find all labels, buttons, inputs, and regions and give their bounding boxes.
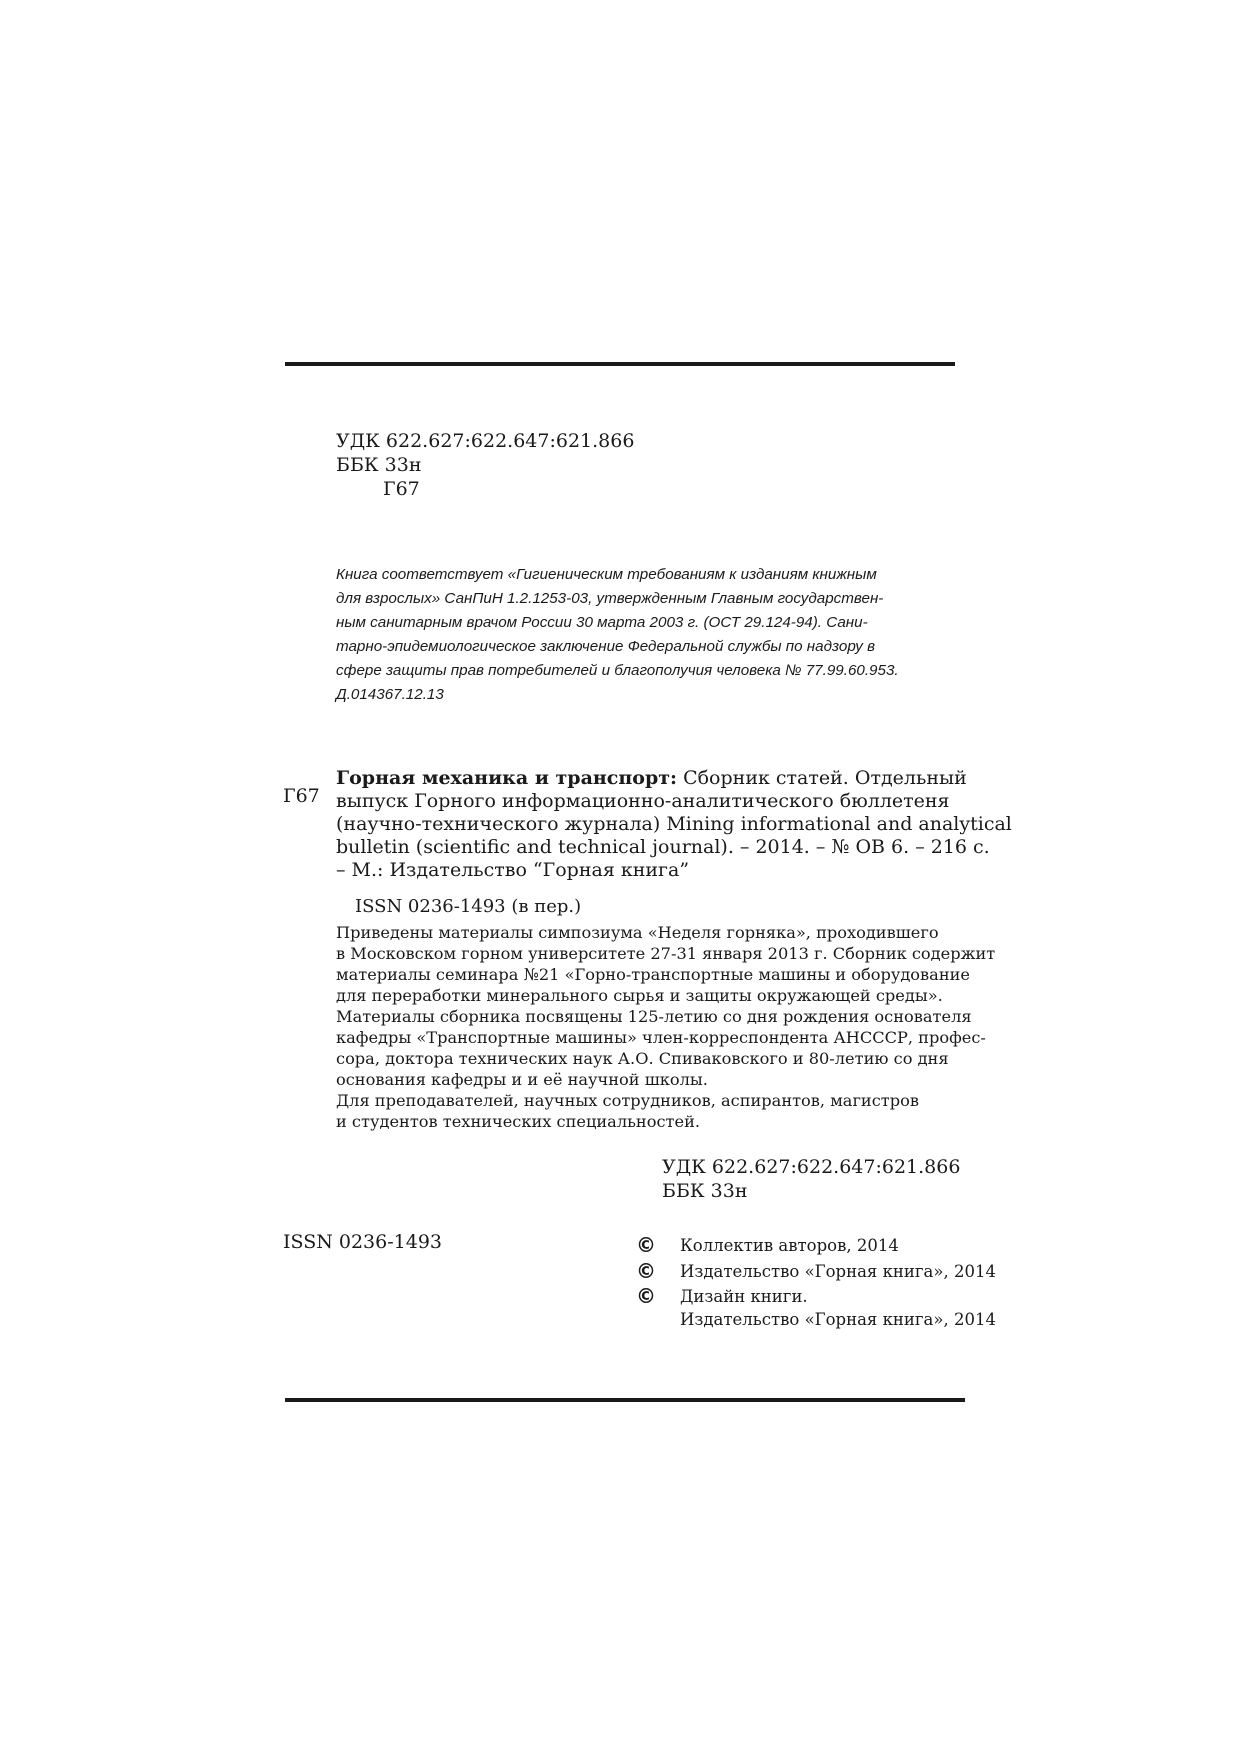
copyright-icon: © xyxy=(636,1233,656,1257)
bottom-rule xyxy=(285,1398,965,1402)
annotation-line: материалы семинара №21 «Горно-транспортные машины и оборудование xyxy=(336,965,970,984)
annotation-line: основания кафедры и и её научной школы. xyxy=(336,1070,708,1089)
copyright-icon: © xyxy=(636,1284,656,1308)
hygiene-line: Книга соответствует «Гигиеническим требованиям к изданиям книжным xyxy=(336,566,877,583)
annotation-line: Приведены материалы симпозиума «Неделя горняка», проходившего xyxy=(336,923,939,942)
author-sign: Г67 xyxy=(383,478,420,500)
copyright-text: Коллектив авторов, 2014 xyxy=(680,1236,899,1255)
footer-bbk-code: ББК 33н xyxy=(662,1180,748,1202)
hygiene-line: ным санитарным врачом России 30 марта 2003 г. (ОСТ 29.124-94). Сани- xyxy=(336,614,868,631)
issn-binding: ISSN 0236-1493 (в пер.) xyxy=(355,896,582,917)
annotation xyxy=(336,922,996,1132)
issn-left: ISSN 0236-1493 xyxy=(283,1231,442,1253)
hygiene-line: сфере защиты прав потребителей и благополучия человека № 77.99.60.953. xyxy=(336,662,899,679)
annotation-line: сора, доктора технических наук А.О. Спиваковского и 80-летию со дня xyxy=(336,1049,949,1068)
copyright-text: Издательство «Горная книга», 2014 xyxy=(680,1262,996,1281)
annotation-line: Материалы сборника посвящены 125-летию со дня рождения основателя xyxy=(336,1007,972,1026)
book-title: Горная механика и транспорт: xyxy=(336,767,678,789)
side-author-sign: Г67 xyxy=(283,785,320,807)
bib-line: bulletin (scientific and technical journal). – 2014. – № ОВ 6. – 216 с. xyxy=(336,836,990,858)
bib-line: – М.: Издательство “Горная книга” xyxy=(336,859,690,881)
annotation-line: для переработки минерального сырья и защиты окружающей среды». xyxy=(336,986,943,1005)
hygiene-line: для взрослых» СанПиН 1.2.1253-03, утвержденным Главным государствен- xyxy=(336,590,884,607)
hygiene-line: тарно-эпидемиологическое заключение Федеральной службы по надзору в xyxy=(336,638,876,655)
annotation-line: Для преподавателей, научных сотрудников, аспирантов, магистров xyxy=(336,1091,919,1110)
top-rule xyxy=(285,362,955,366)
footer-udk-code: УДК 622.627:622.647:621.866 xyxy=(662,1156,961,1178)
annotation-line: в Московском горном университете 27-31 января 2013 г. Сборник содержит xyxy=(336,944,996,963)
bbk-code: ББК 33н xyxy=(336,454,422,476)
bib-line: выпуск Горного информационно-аналитического бюллетеня xyxy=(336,790,950,812)
copyright-icon: © xyxy=(636,1259,656,1283)
udk-code: УДК 622.627:622.647:621.866 xyxy=(336,430,635,452)
annotation-line: кафедры «Транспортные машины» член-корреспондента АНСССР, профес- xyxy=(336,1028,986,1047)
book-subtitle: Сборник статей. Отдельный xyxy=(677,767,967,789)
bib-line: (научно-технического журнала) Mining informational and analytical xyxy=(336,813,1012,835)
copyright-design-publisher: Издательство «Горная книга», 2014 xyxy=(680,1310,996,1329)
hygiene-notice xyxy=(336,563,966,707)
annotation-line: и студентов технических специальностей. xyxy=(336,1112,700,1131)
hygiene-line: Д.014367.12.13 xyxy=(336,686,444,703)
bibliographic-record xyxy=(336,767,1012,882)
copyright-text: Дизайн книги. xyxy=(680,1287,808,1306)
bib-title-line xyxy=(336,767,968,790)
